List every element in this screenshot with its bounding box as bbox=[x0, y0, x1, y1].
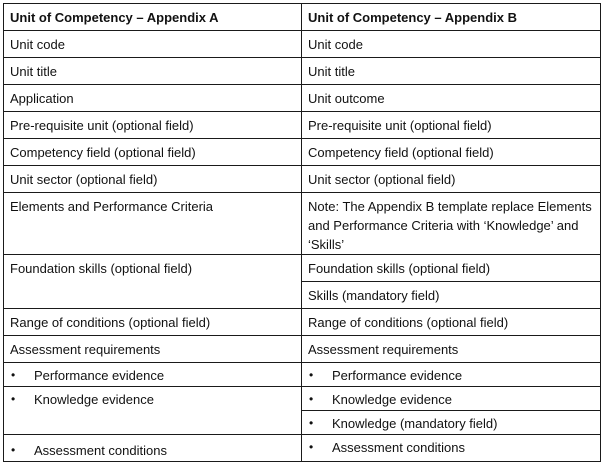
cell-b-skills: Skills (mandatory field) bbox=[302, 282, 601, 309]
cell-a-unit-sector: Unit sector (optional field) bbox=[4, 166, 302, 193]
bullet-icon: • bbox=[11, 392, 16, 406]
bullet-icon: • bbox=[11, 443, 16, 457]
cell-b-performance-evidence bbox=[302, 363, 601, 387]
cell-a-foundation-skills: Foundation skills (optional field) bbox=[4, 255, 302, 309]
cell-a-elements-criteria: Elements and Performance Criteria bbox=[4, 193, 302, 255]
cell-b-knowledge-mandatory bbox=[302, 411, 601, 435]
cell-a-application: Application bbox=[4, 85, 302, 112]
cell-a-performance-evidence bbox=[4, 363, 302, 387]
header-appendix-a: Unit of Competency – Appendix A bbox=[4, 4, 302, 31]
cell-a-prerequisite: Pre-requisite unit (optional field) bbox=[4, 112, 302, 139]
comparison-table-wrapper bbox=[3, 3, 601, 462]
bullet-text: Knowledge evidence bbox=[332, 392, 452, 407]
bullet-text: Knowledge (mandatory field) bbox=[332, 416, 498, 431]
table-row bbox=[4, 139, 601, 166]
table-row bbox=[4, 31, 601, 58]
header-row bbox=[4, 4, 601, 31]
cell-a-assessment-requirements: Assessment requirements bbox=[4, 336, 302, 363]
table-row bbox=[4, 363, 601, 387]
cell-a-range-conditions: Range of conditions (optional field) bbox=[4, 309, 302, 336]
cell-b-assessment-requirements: Assessment requirements bbox=[302, 336, 601, 363]
cell-b-assessment-conditions bbox=[302, 435, 601, 462]
bullet-icon: • bbox=[309, 392, 314, 406]
appendix-comparison-table bbox=[3, 3, 601, 462]
cell-a-knowledge-evidence bbox=[4, 387, 302, 435]
cell-b-unit-outcome: Unit outcome bbox=[302, 85, 601, 112]
bullet-icon: • bbox=[309, 416, 314, 430]
table-row bbox=[4, 336, 601, 363]
cell-a-unit-code: Unit code bbox=[4, 31, 302, 58]
bullet-text: Assessment conditions bbox=[332, 440, 465, 455]
cell-b-foundation-skills: Foundation skills (optional field) bbox=[302, 255, 601, 282]
table-row bbox=[4, 193, 601, 255]
table-row bbox=[4, 85, 601, 112]
table-row bbox=[4, 435, 601, 462]
bullet-text: Performance evidence bbox=[332, 368, 463, 383]
bullet-icon: • bbox=[309, 440, 314, 454]
cell-b-prerequisite: Pre-requisite unit (optional field) bbox=[302, 112, 601, 139]
cell-a-assessment-conditions bbox=[4, 435, 302, 462]
cell-a-competency-field: Competency field (optional field) bbox=[4, 139, 302, 166]
cell-b-unit-sector: Unit sector (optional field) bbox=[302, 166, 601, 193]
bullet-text: Assessment conditions bbox=[34, 443, 167, 458]
bullet-icon: • bbox=[11, 368, 16, 382]
table-row bbox=[4, 255, 601, 282]
cell-b-knowledge-evidence bbox=[302, 387, 601, 411]
header-appendix-b: Unit of Competency – Appendix B bbox=[302, 4, 601, 31]
table-row bbox=[4, 309, 601, 336]
bullet-text: Performance evidence bbox=[34, 368, 165, 383]
cell-b-competency-field: Competency field (optional field) bbox=[302, 139, 601, 166]
cell-b-unit-title: Unit title bbox=[302, 58, 601, 85]
table-row bbox=[4, 387, 601, 411]
table-row bbox=[4, 166, 601, 193]
cell-b-range-conditions: Range of conditions (optional field) bbox=[302, 309, 601, 336]
cell-a-unit-title: Unit title bbox=[4, 58, 302, 85]
table-row bbox=[4, 112, 601, 139]
table-row bbox=[4, 58, 601, 85]
bullet-text: Knowledge evidence bbox=[34, 392, 154, 407]
cell-b-unit-code: Unit code bbox=[302, 31, 601, 58]
bullet-icon: • bbox=[309, 368, 314, 382]
cell-b-note: Note: The Appendix B template replace Elements and Performance Criteria with ‘Knowledge’ and ‘Skills’ bbox=[302, 193, 601, 255]
